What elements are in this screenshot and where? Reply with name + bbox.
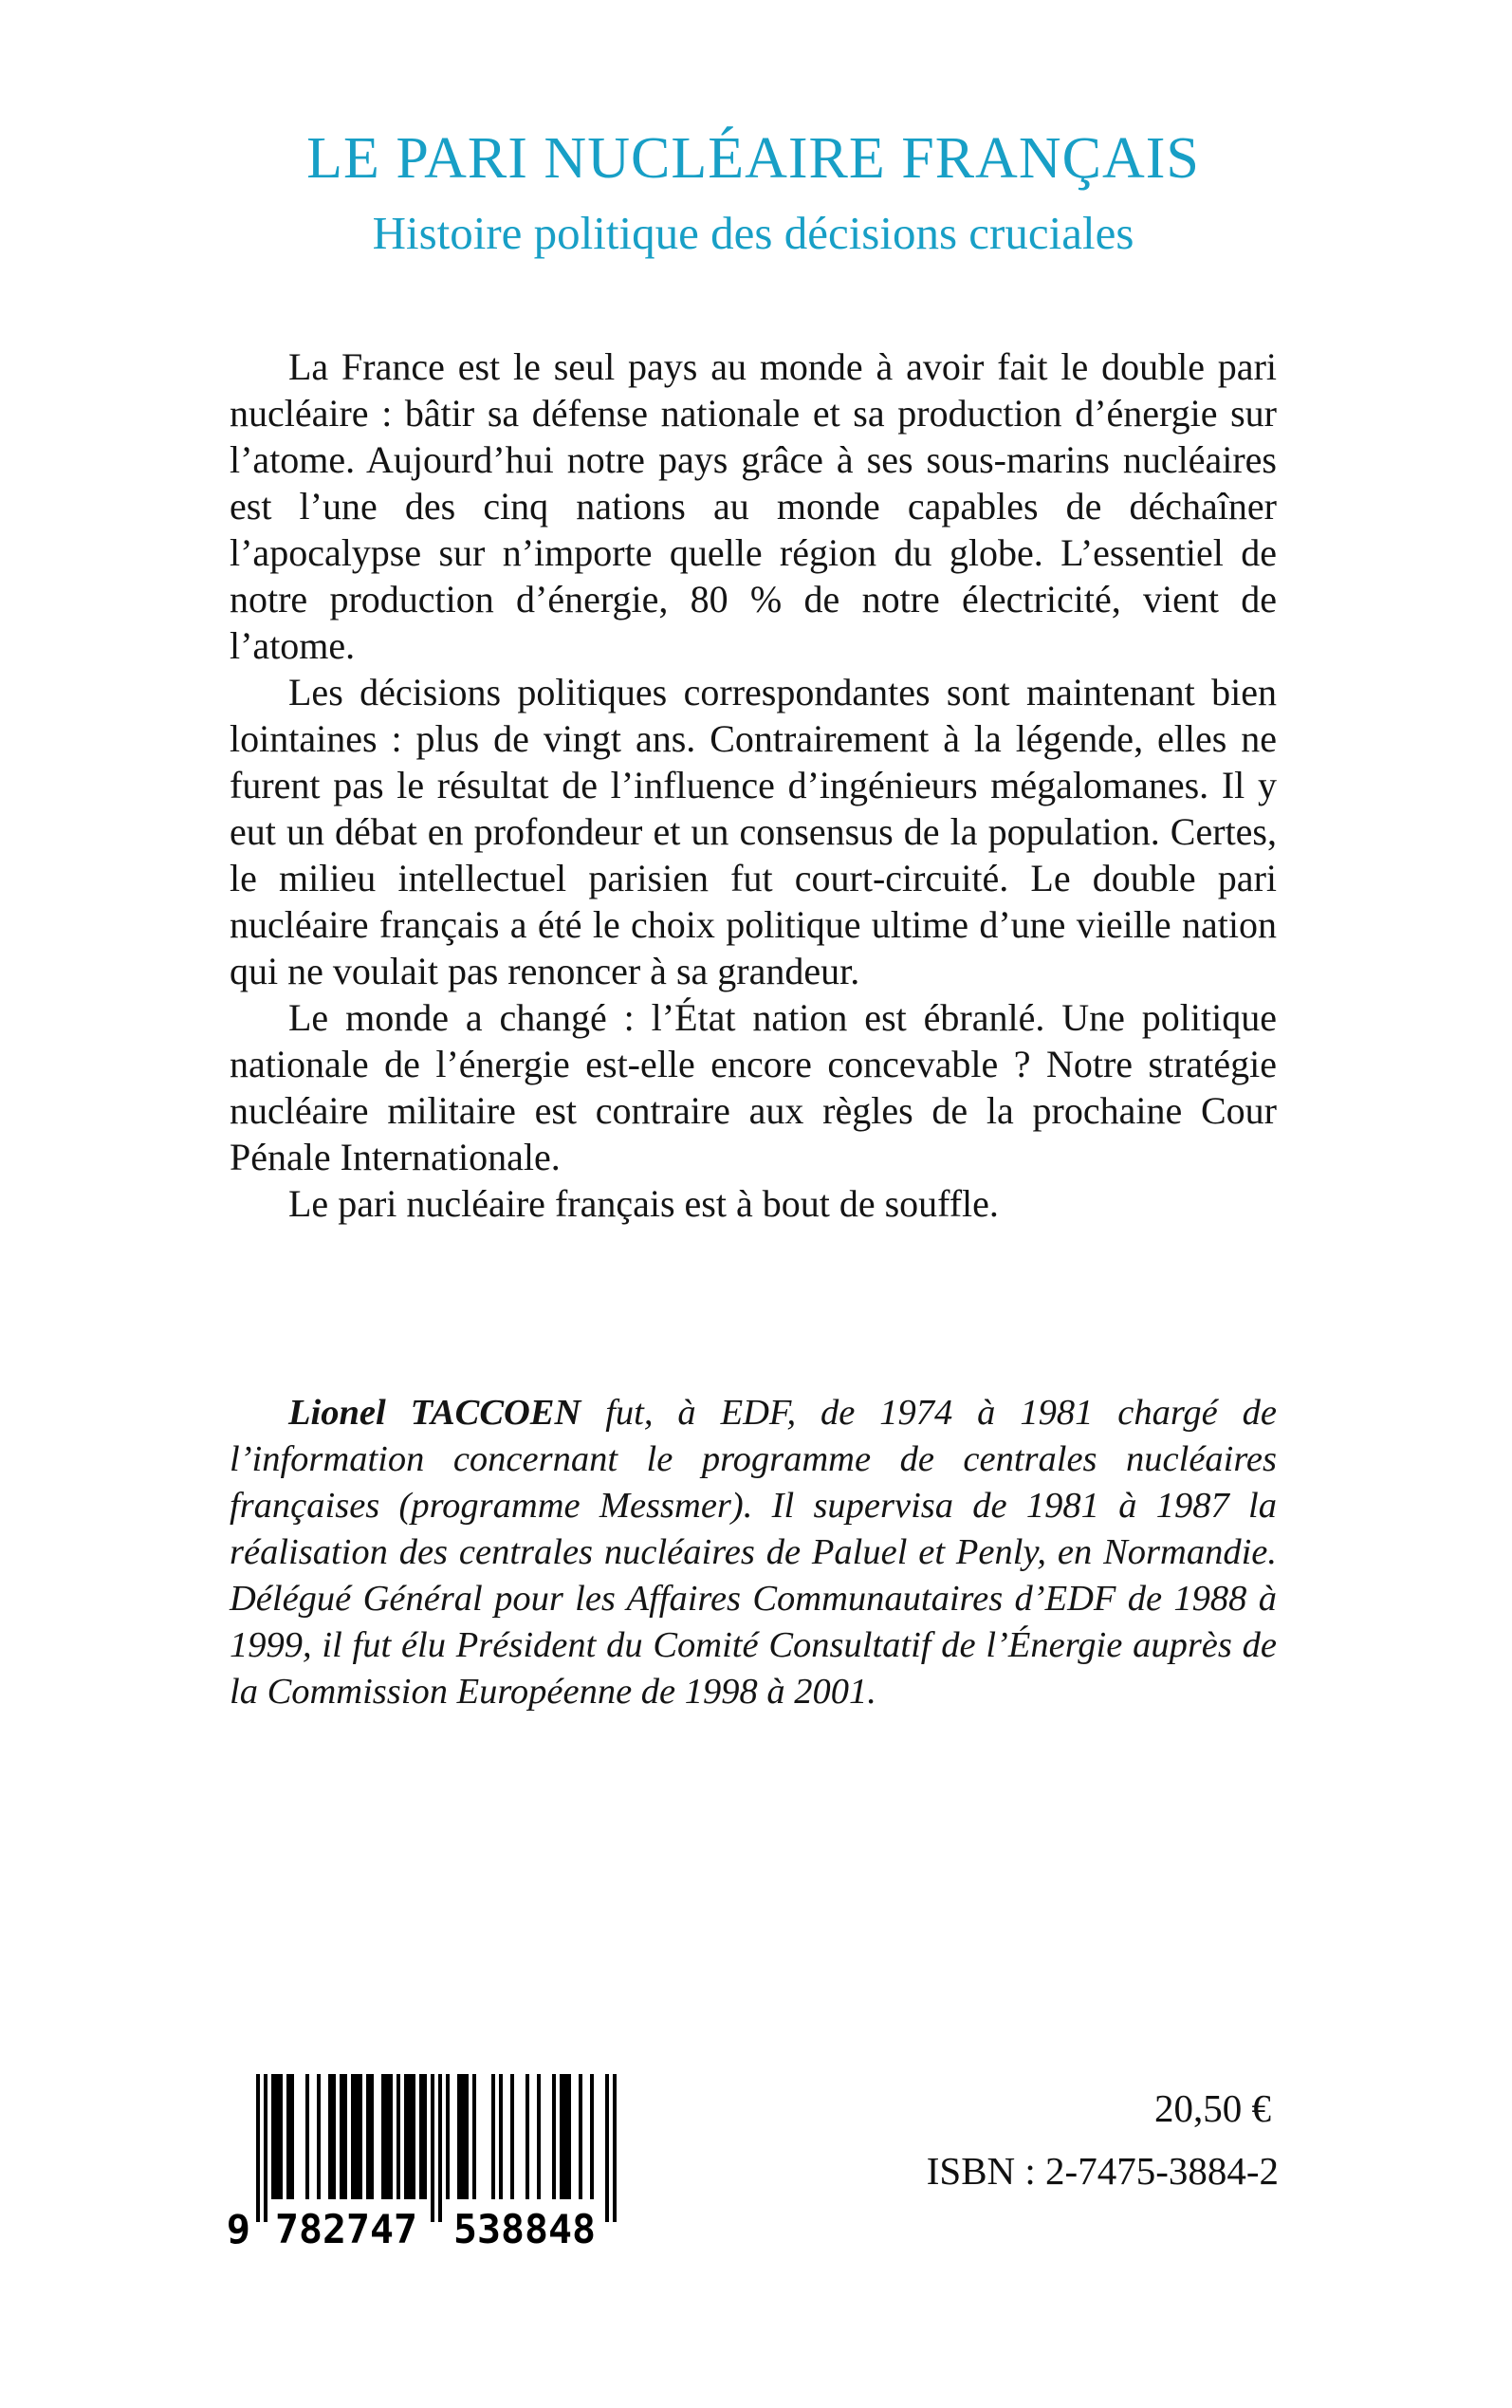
synopsis-paragraph: Les décisions politiques correspondantes sont maintenant bien lointaines : plus de vingt ans. Contrairement à la légende, elles ne furent pas le résultat de l’influence d’ingénieurs mégalomanes. Il y eut un débat en profondeur et un consensus de la population. Certes, le milieu intellectuel parisien fut court-circuité. Le double pari nucléaire français a été le choix politique ultime d’une vieille nation qui ne voulait pas renoncer à sa grandeur. bbox=[230, 671, 1277, 992]
barcode-digits-left: 782747 bbox=[275, 2206, 417, 2249]
synopsis-paragraph: Le monde a changé : l’État nation est ébranlé. Une politique nationale de l’énergie est-elle encore concevable ? Notre stratégie nucléaire militaire est contraire aux règles de la prochaine Cour Pénale Internationale. bbox=[230, 996, 1277, 1178]
cover-text-column bbox=[230, 0, 1277, 1752]
price: 20,50 € bbox=[1154, 2086, 1271, 2130]
book-subtitle: Histoire politique des décisions cruciales bbox=[372, 207, 1134, 259]
author-bio-text: fut, à EDF, de 1974 à 1981 chargé de l’information concernant le programme de centrales nucléaires françaises (programme Messmer). Il supervisa de 1981 à 1987 la réalisation des centrales nucléaires de Paluel et Penly, en Normandie. Délégué Général pour les Affaires Communautaires d’EDF de 1988 à 1999, il fut élu Président du Comité Consultatif de l’Énergie auprès de la Commission Européenne de 1998 à 2001. bbox=[230, 1393, 1277, 1712]
barcode-digits-right: 538848 bbox=[453, 2206, 596, 2249]
author-bio bbox=[230, 1390, 1277, 1715]
price-isbn-block bbox=[927, 2085, 1279, 2194]
synopsis-paragraph: La France est le seul pays au monde à avoir fait le double pari nucléaire : bâtir sa défense nationale et sa production d’énergie sur l’atome. Aujourd’hui notre pays grâce à ses sous-marins nucléaires est l’une des cinq nations au monde capables de déchaîner l’apocalypse sur n’importe quelle région du globe. L’essentiel de notre production d’énergie, 80 % de notre électricité, vient de l’atome. bbox=[230, 345, 1277, 667]
ean13-barcode bbox=[222, 2074, 626, 2249]
synopsis-paragraph: Le pari nucléaire français est à bout de souffle. bbox=[288, 1182, 999, 1225]
isbn: ISBN : 2-7475-3884-2 bbox=[926, 2149, 1279, 2193]
book-title: LE PARI NUCLÉAIRE FRANÇAIS bbox=[306, 126, 1200, 191]
synopsis bbox=[230, 343, 1277, 1227]
barcode-digit-lead: 9 bbox=[226, 2206, 250, 2249]
author-name: Lionel TACCOEN bbox=[288, 1393, 581, 1433]
barcode-bars bbox=[222, 2074, 626, 2249]
